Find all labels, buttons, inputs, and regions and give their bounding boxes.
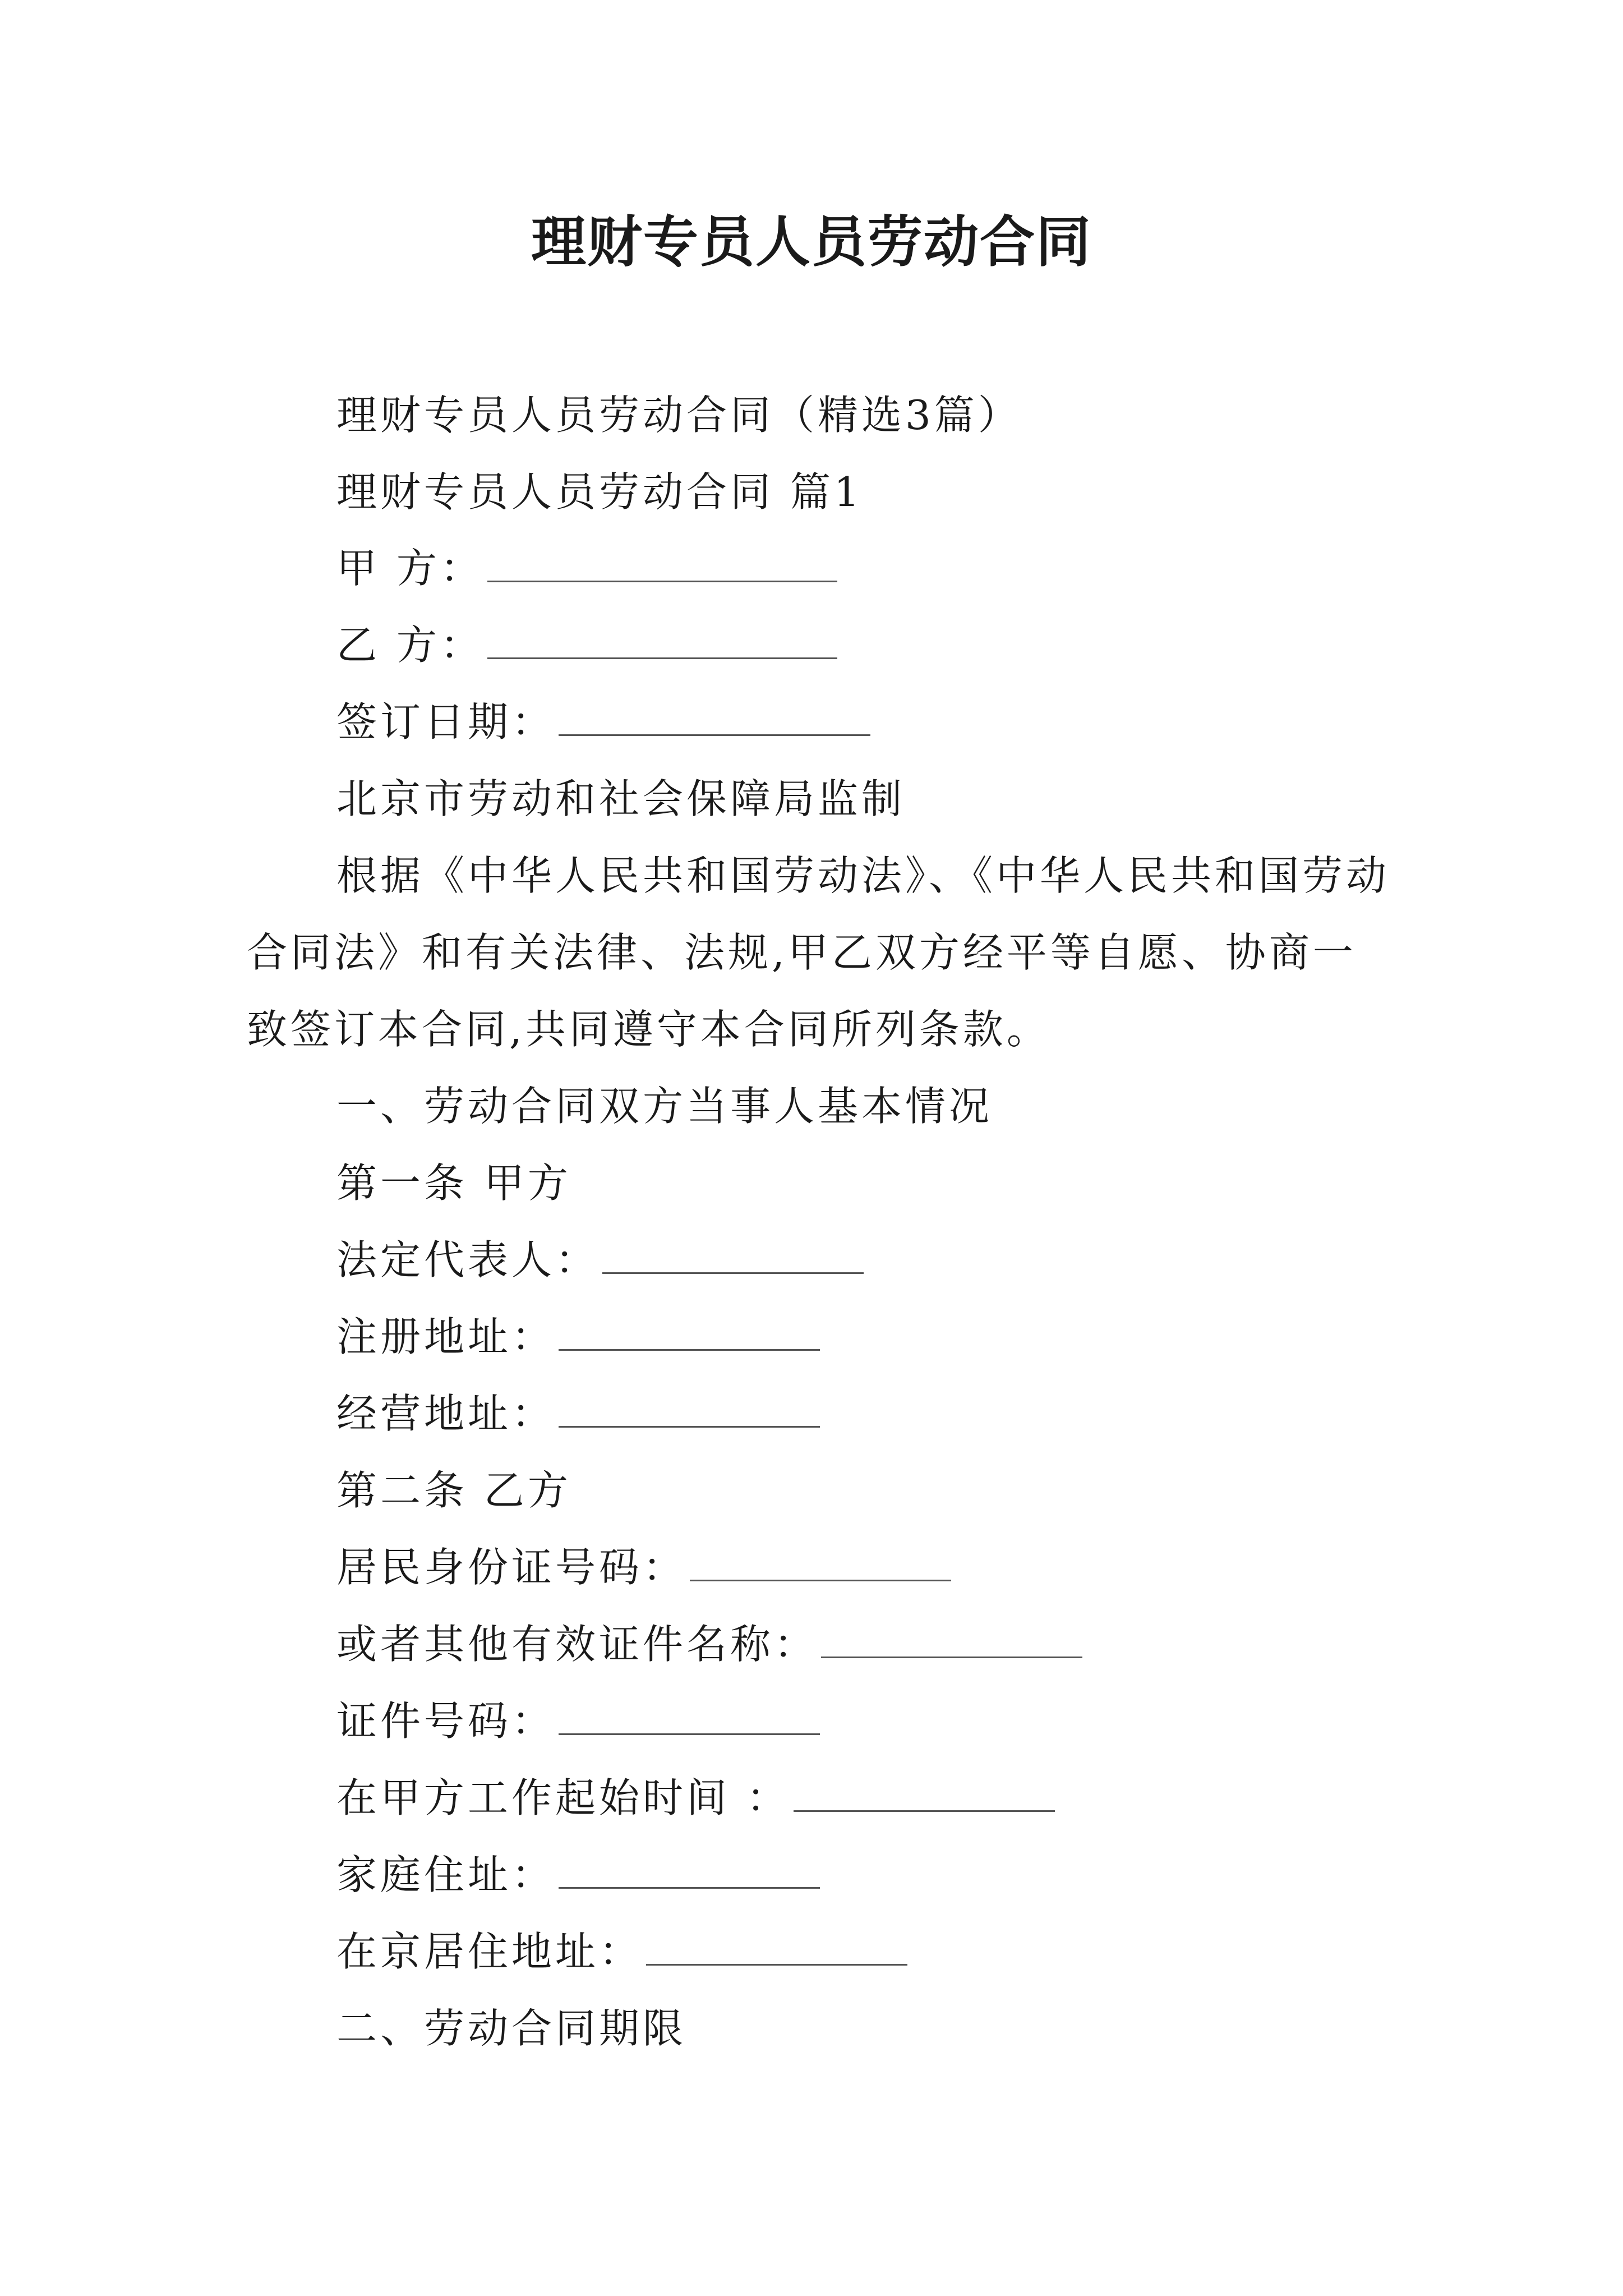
id-number-row: [336, 1539, 951, 1595]
reg-address-blank: [559, 1312, 820, 1351]
legal-rep-row: [336, 1232, 864, 1288]
legal-rep-label: 法定代表人：: [336, 1236, 600, 1283]
party-b-blank: [487, 620, 837, 659]
id-number-blank: [690, 1543, 951, 1581]
cert-number-row: [336, 1693, 820, 1749]
biz-address-blank: [559, 1389, 820, 1428]
other-id-row: [336, 1616, 1082, 1672]
preamble-line-3: 致签订本合同,共同遵守本合同所列条款。: [247, 1006, 1050, 1053]
cert-number-label: 证件号码：: [336, 1697, 556, 1745]
biz-address-label: 经营地址：: [336, 1390, 556, 1437]
other-id-blank: [821, 1619, 1082, 1658]
party-b-row: [336, 617, 837, 673]
beijing-address-label: 在京居住地址：: [336, 1928, 643, 1975]
biz-address-row: [336, 1386, 820, 1442]
party-a-blank: [487, 544, 837, 582]
article2-heading: 第二条 乙方: [336, 1467, 571, 1514]
start-time-row: [336, 1770, 1055, 1826]
home-address-row: [336, 1847, 820, 1903]
party-a-label: 甲 方：: [336, 545, 484, 592]
preamble-line-2: 合同法》和有关法律、法规,甲乙双方经平等自愿、协商一: [247, 929, 1357, 976]
supervisor-text: 北京市劳动和社会保障局监制: [336, 775, 906, 822]
cert-number-blank: [559, 1696, 820, 1735]
start-time-blank: [794, 1773, 1055, 1812]
reg-address-row: [336, 1309, 820, 1365]
home-address-blank: [559, 1850, 820, 1889]
document-title: 理财专员人员劳动合同: [531, 210, 1092, 274]
legal-rep-blank: [602, 1235, 864, 1274]
subtitle: 理财专员人员劳动合同（精选3篇）: [336, 392, 1022, 439]
other-id-label: 或者其他有效证件名称：: [336, 1621, 818, 1668]
sign-date-row: [336, 694, 870, 750]
party-a-row: [336, 540, 837, 596]
beijing-address-row: [336, 1924, 907, 1980]
party-b-label: 乙 方：: [336, 622, 484, 669]
sign-date-blank: [559, 697, 870, 736]
part2-heading: 二、劳动合同期限: [336, 2005, 687, 2052]
beijing-address-blank: [646, 1927, 907, 1966]
part1-heading: 一、劳动合同双方当事人基本情况: [336, 1083, 993, 1130]
reg-address-label: 注册地址：: [336, 1313, 556, 1360]
article1-heading: 第一条 甲方: [336, 1159, 571, 1207]
section-heading: 理财专员人员劳动合同 篇1: [336, 468, 863, 516]
start-time-label: 在甲方工作起始时间 ：: [336, 1774, 790, 1821]
preamble-line-1: 根据《中华人民共和国劳动法》、《中华人民共和国劳动: [336, 852, 1390, 899]
home-address-label: 家庭住址：: [336, 1851, 556, 1898]
sign-date-label: 签订日期：: [336, 698, 556, 746]
id-number-label: 居民身份证号码：: [336, 1544, 687, 1591]
